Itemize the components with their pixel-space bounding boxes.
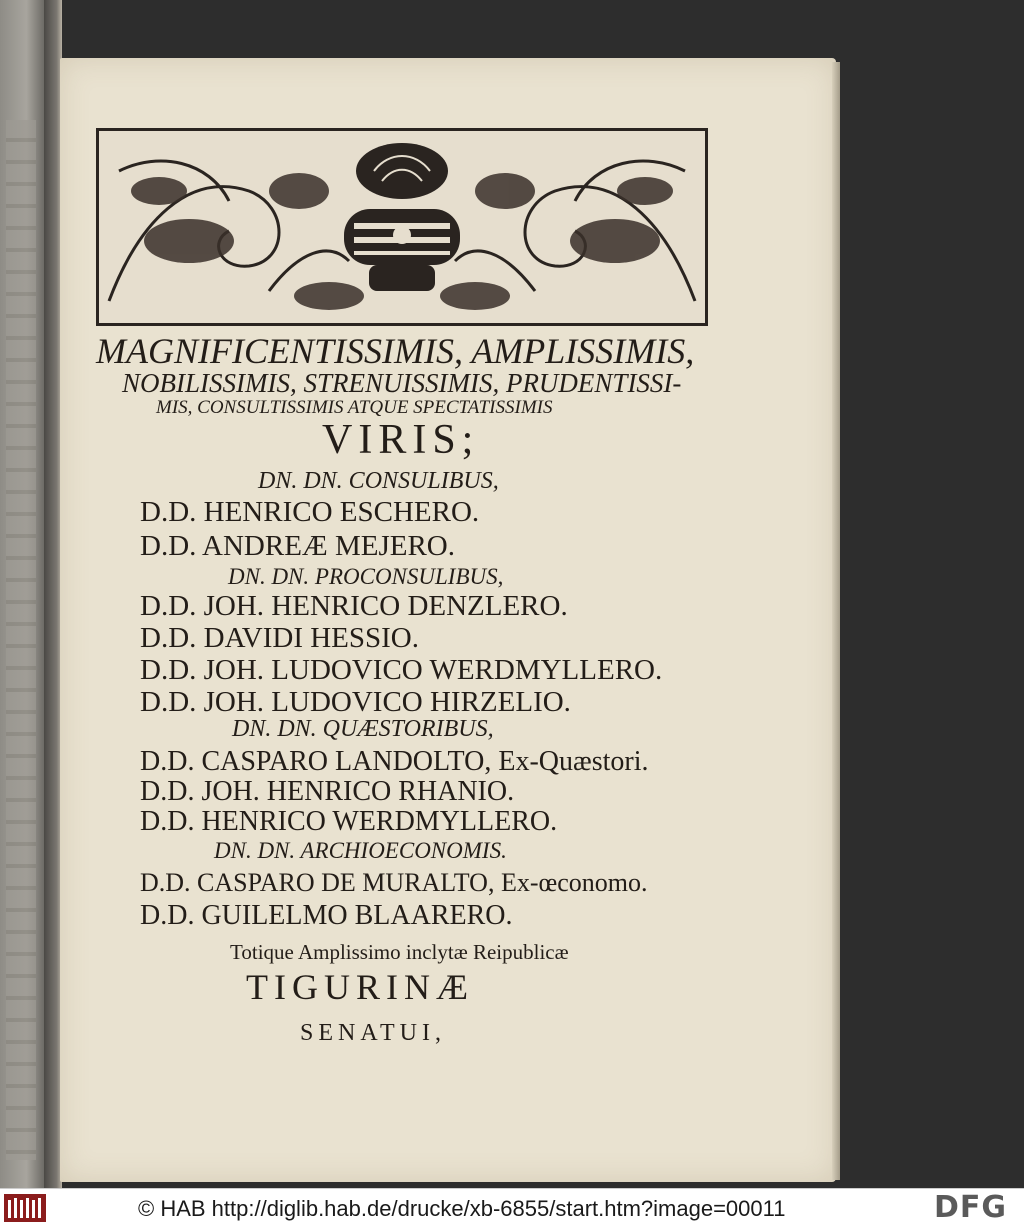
dedication-line-11: D.D. JOH. LUDOVICO WERDMYLLERO. <box>140 654 663 686</box>
dedication-line-2: NOBILISSIMIS, STRENUISSIMIS, PRUDENTISSI- <box>122 368 682 398</box>
dedication-line-8: DN. DN. PROCONSULIBUS, <box>228 564 504 589</box>
dedication-line-14: D.D. CASPARO LANDOLTO, Ex-Quæstori. <box>140 746 649 777</box>
dedication-line-19: D.D. GUILELMO BLAARERO. <box>140 900 513 931</box>
dedication-line-12: D.D. JOH. LUDOVICO HIRZELIO. <box>140 686 571 718</box>
dedication-line-16: D.D. HENRICO WERDMYLLERO. <box>140 806 558 837</box>
dfg-logo[interactable]: DFG <box>934 1190 1008 1225</box>
dedication-line-15: D.D. JOH. HENRICO RHANIO. <box>140 776 515 807</box>
hab-library-icon <box>4 1194 46 1222</box>
copyright-url[interactable]: © HAB http://diglib.hab.de/drucke/xb-6855/start.htm?image=00011 <box>138 1196 786 1221</box>
dedication-line-9: D.D. JOH. HENRICO DENZLERO. <box>140 590 568 622</box>
dedication-line-3: MIS, CONSULTISSIMIS ATQUE SPECTATISSIMIS <box>156 397 553 418</box>
dedication-line-10: D.D. DAVIDI HESSIO. <box>140 622 419 654</box>
dedication-line-4: VIRIS; <box>322 417 480 463</box>
dedication-line-21: TIGURINÆ <box>246 967 474 1007</box>
dedication-line-7: D.D. ANDREÆ MEJERO. <box>140 530 455 562</box>
dedication-line-18: D.D. CASPARO DE MURALTO, Ex-œconomo. <box>140 868 648 897</box>
dedication-line-1: MAGNIFICENTISSIMIS, AMPLISSIMIS, <box>96 331 695 371</box>
dedication-line-6: D.D. HENRICO ESCHERO. <box>140 496 480 528</box>
previous-page-edge <box>0 0 44 1188</box>
dedication-line-17: DN. DN. ARCHIOECONOMIS. <box>214 838 507 863</box>
floral-headpiece-ornament <box>96 128 708 326</box>
page-edge <box>832 62 840 1180</box>
dedication-line-13: DN. DN. QUÆSTORIBUS, <box>232 716 494 742</box>
dedication-line-5: DN. DN. CONSULIBUS, <box>258 468 499 494</box>
dedication-line-20: Totique Amplissimo inclytæ Reipublicæ <box>230 940 569 964</box>
dedication-line-22: SENATUI, <box>300 1020 446 1046</box>
